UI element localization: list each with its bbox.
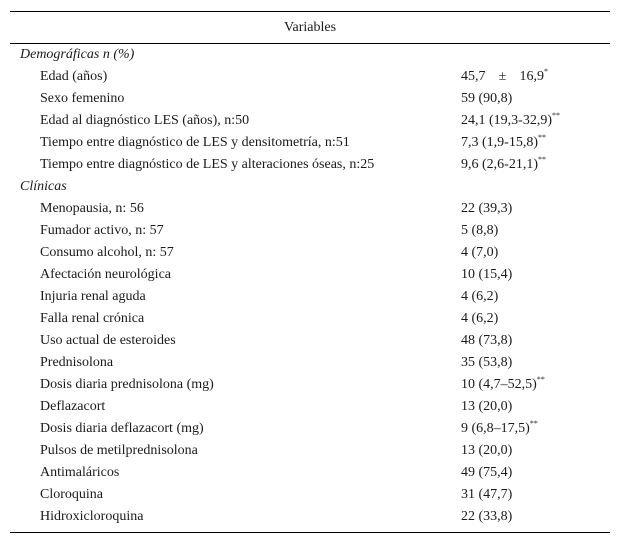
table-row [10, 506, 610, 528]
footnote-marker: ** [529, 419, 538, 428]
row-value [461, 198, 512, 220]
row-value [461, 418, 538, 440]
value-text: 22 (33,8) [461, 509, 513, 524]
row-value [461, 88, 512, 110]
section-title-clinicas: Clínicas [20, 179, 67, 194]
row-value [461, 220, 498, 242]
row-value [461, 308, 498, 330]
value-text: 31 (47,7) [461, 487, 513, 502]
row-value [461, 286, 498, 308]
section-title-demograficas: Demográficas n (%) [20, 47, 135, 62]
table-row [10, 374, 610, 396]
row-label: Dosis diaria prednisolona (mg) [40, 377, 214, 392]
row-value [461, 264, 512, 286]
table-row [10, 308, 610, 330]
row-label: Deflazacort [40, 399, 106, 414]
value-text: 4 (6,2) [461, 311, 499, 326]
table-row [10, 286, 610, 308]
value-text: 24,1 (19,3-32,9) [461, 113, 552, 128]
table-row [10, 88, 610, 110]
row-label: Tiempo entre diagnóstico de LES y alteraciones óseas, n:25 [40, 157, 375, 172]
plus-minus-sign: ± [498, 69, 507, 84]
footnote-marker: ** [538, 155, 546, 164]
table-row [10, 440, 610, 462]
row-label: Tiempo entre diagnóstico de LES y densitometría, n:51 [40, 135, 350, 150]
table-row [10, 418, 610, 440]
value-text: 9,6 (2,6-21,1) [461, 157, 538, 172]
value-text: 35 (53,8) [461, 355, 513, 370]
value-text: 59 (90,8) [461, 91, 513, 106]
table-row [10, 242, 610, 264]
row-value [461, 374, 545, 396]
row-label: Prednisolona [40, 355, 114, 370]
row-value [461, 330, 512, 352]
value-text: 10 (4,7–52,5) [461, 377, 537, 392]
row-label: Dosis diaria deflazacort (mg) [40, 421, 204, 436]
row-label: Edad (años) [40, 69, 108, 84]
row-label: Sexo femenino [40, 91, 125, 106]
table-row [10, 66, 610, 88]
mean-value: 45,7 [461, 69, 486, 84]
footnote-marker: ** [536, 375, 545, 384]
row-value [461, 132, 546, 154]
row-value [461, 242, 498, 264]
row-label: Pulsos de metilprednisolona [40, 443, 198, 458]
row-value [461, 440, 512, 462]
value-text: 22 (39,3) [461, 201, 513, 216]
footnote-marker: * [544, 67, 548, 76]
row-label: Antimaláricos [40, 465, 120, 480]
table-header: Variables [283, 20, 337, 35]
footnote-marker: ** [552, 111, 560, 120]
table-row [10, 396, 610, 418]
sd-value: 16,9 [519, 69, 544, 84]
value-text: 10 (15,4) [461, 267, 513, 282]
value-text: 13 (20,0) [461, 443, 513, 458]
value-text: 9 (6,8–17,5) [461, 421, 530, 436]
row-value [461, 462, 512, 484]
row-value [461, 396, 512, 418]
row-label: Cloroquina [40, 487, 103, 502]
table-row [10, 110, 610, 132]
bottom-rule [10, 532, 610, 533]
row-value [461, 110, 560, 132]
footnote-marker: ** [538, 133, 546, 142]
row-label: Edad al diagnóstico LES (años), n:50 [40, 113, 250, 128]
row-label: Falla renal crónica [40, 311, 145, 326]
value-text: 7,3 (1,9-15,8) [461, 135, 538, 150]
table-row [10, 352, 610, 374]
table-row [10, 132, 610, 154]
value-text: 4 (6,2) [461, 289, 499, 304]
row-value [461, 484, 512, 506]
table-row [10, 264, 610, 286]
row-label: Injuria renal aguda [40, 289, 146, 304]
row-label: Uso actual de esteroides [40, 333, 176, 348]
row-value [461, 352, 512, 374]
row-label: Menopausia, n: 56 [40, 201, 144, 216]
table-row [10, 484, 610, 506]
value-text: 5 (8,8) [461, 223, 499, 238]
row-label: Fumador activo, n: 57 [40, 223, 164, 238]
value-text: 49 (75,4) [461, 465, 513, 480]
value-text: 13 (20,0) [461, 399, 513, 414]
table-row [10, 154, 610, 176]
table-row [10, 462, 610, 484]
data-table [10, 11, 610, 533]
row-label: Hidroxicloroquina [40, 509, 144, 524]
table-row [10, 330, 610, 352]
value-text: 4 (7,0) [461, 245, 499, 260]
row-value [461, 154, 546, 176]
table-row [10, 220, 610, 242]
table-row [10, 198, 610, 220]
row-label: Afectación neurológica [40, 267, 171, 282]
row-label: Consumo alcohol, n: 57 [40, 245, 174, 260]
value-text: 48 (73,8) [461, 333, 513, 348]
row-value [461, 506, 512, 528]
row-value [461, 66, 548, 88]
